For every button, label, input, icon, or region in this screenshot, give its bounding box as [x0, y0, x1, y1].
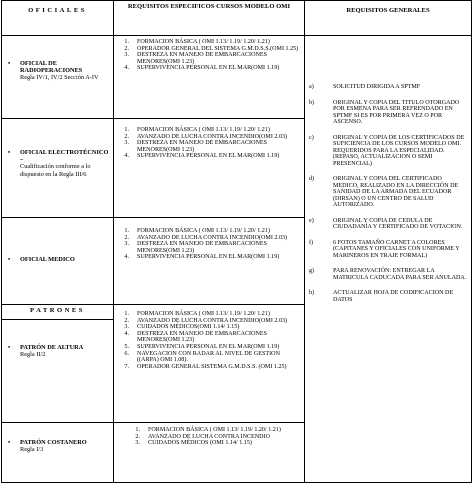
item-text: SUPERVIVENCIA PERSONAL EN EL MAR(OMI 1.19)	[137, 65, 280, 72]
position-cell	[2, 119, 114, 218]
item-number: 1.	[124, 39, 129, 45]
item-number: 2.	[124, 234, 129, 241]
item-number: 1.	[124, 311, 129, 317]
position-title: OFICIAL ELECTROTÉCNICO –	[20, 149, 109, 164]
item-text: FORMACION BÁSICA ( OMI 1.13/ 1.19/ 1.20/ 1.21)	[137, 228, 270, 234]
item-text: AVANZADO DE LUCHA CONTRA INCENDIO(OMI 2.03)	[137, 133, 288, 140]
item-number: 3.	[124, 241, 129, 248]
item-number: 4.	[124, 65, 129, 72]
specific-requirements-cell	[114, 119, 305, 218]
item-text: AVANZADO DE LUCHA CONTRA INCENDIO(OMI 2.03)	[137, 317, 288, 324]
general-item	[309, 218, 468, 231]
item-number: 4.	[124, 153, 129, 160]
item-text: SUPERVIVENCIA PERSONAL EN EL MAR(OMI 1.19)	[137, 343, 280, 350]
general-item	[309, 84, 468, 91]
item-letter: g)	[309, 268, 315, 274]
item-number: 3.	[124, 52, 129, 59]
item-text: FORMACION BÁSICA ( OMI 1.13/ 1.19/ 1.20/ 1.21)	[148, 427, 281, 433]
position-subtitle: Regla II/2	[20, 351, 46, 359]
bullet-icon: •	[8, 256, 11, 263]
requirements-table	[1, 0, 472, 483]
item-letter: e)	[309, 217, 314, 224]
list-item	[114, 324, 302, 331]
item-text: DESTREZA EN MANEJO DE EMBARCACIONES MENORES(OMI 1.23)	[137, 330, 268, 344]
list-item	[114, 39, 302, 46]
list-item	[114, 65, 302, 72]
specific-requirements-cell	[114, 423, 305, 483]
item-number: 3.	[124, 324, 129, 331]
general-item	[309, 176, 468, 209]
item-text: PARA RENOVACIÓN: ENTREGAR LA MATRICULA CADUCADA PARA SER ANULADA.	[333, 268, 467, 281]
general-item	[309, 240, 468, 260]
requirements-list	[114, 119, 304, 160]
item-number: 6.	[124, 350, 129, 357]
list-item	[114, 254, 302, 261]
item-text: 6 FOTOS TAMAÑO CARNET A COLORES (CAPITANES Y OFICIALES CON UNIFORME Y MARINEROS EN TRAJE FORMAL)	[333, 239, 460, 259]
item-letter: h)	[309, 290, 315, 296]
item-text: FORMACION BÁSICA ( OMI 1.13/ 1.19/ 1.20/ 1.21)	[137, 311, 270, 317]
item-letter: a)	[309, 84, 314, 90]
list-item	[114, 134, 302, 141]
item-text: ORIGINAL Y COPIA DE LOS CERTIFICADOS DE SUFICIENCIA DE LOS CURSOS MODELO OMI. REQUERIDOS PARA LA ESPECIALIDAD. (REPASO, ACTUALIZACION O SEMI PRESENCIAL)	[333, 134, 465, 167]
requirements-list	[114, 218, 304, 261]
position-cell	[2, 423, 114, 483]
item-text: FORMACION BÁSICA ( OMI 1.13/ 1.19/ 1.20/ 1.21)	[137, 127, 270, 133]
general-item	[309, 268, 468, 281]
general-item	[309, 135, 468, 168]
item-text: DESTREZA EN MANEJO DE EMBARCACIONES MENORES(OMI 1.23)	[137, 52, 268, 65]
item-text: ORIGINAL Y COPIA DEL CERTIFICADO MEDICO, REALIZADO EN LA DIRECCIÓN DE SANIDAD DE LA ARMADA DEL ECUADOR (DIRSAN) O UN CENTRO DE SALUD AUTORIZADO.	[333, 176, 459, 208]
item-text: SUPERVIVENCIA PERSONAL EN EL MAR(OMI 1.19)	[137, 254, 280, 261]
position-cell	[2, 36, 114, 119]
item-number: 2.	[124, 133, 129, 140]
list-item	[114, 127, 302, 134]
header-oficiales: OFICIALES	[2, 1, 114, 36]
specific-requirements-cell	[114, 305, 305, 423]
item-number: 1.	[124, 228, 129, 234]
header-general-requirements: REQUISITOS GENERALES	[305, 1, 472, 36]
list-item	[114, 153, 302, 160]
list-item	[114, 46, 302, 53]
item-number: 7.	[124, 363, 129, 370]
specific-requirements-cell	[114, 218, 305, 305]
specific-requirements-cell	[114, 36, 305, 119]
position-subtitle: Cualificación conforme a lo dispuesto en la Regla III/6	[20, 163, 91, 178]
item-number: 2.	[135, 433, 140, 440]
item-number: 2.	[124, 317, 129, 324]
bullet-icon: •	[8, 439, 11, 446]
list-item	[114, 228, 302, 235]
item-number: 4.	[124, 330, 129, 337]
list-item	[114, 364, 302, 371]
list-item	[114, 351, 302, 364]
item-letter: f)	[309, 239, 314, 246]
position-row	[2, 36, 472, 119]
item-text: ORIGINAL Y COPIA DE CEDULA DE CIUDADANÍA Y CERTIFICADO DE VOTACION.	[333, 217, 463, 230]
requirements-list	[114, 423, 304, 447]
general-item	[309, 100, 468, 126]
item-text: OPERADOR GENERAL DEL SISTEMA G.M.D.S.S.(OMI 1.25)	[137, 45, 299, 52]
list-item	[114, 331, 302, 344]
item-number: 1.	[135, 427, 140, 433]
item-text: CUIDADOS MÉDICOS(OMI 1.14/ 1.15)	[137, 324, 240, 331]
section-label-patrones: PATRONES	[2, 305, 114, 320]
position-cell	[2, 218, 114, 305]
position-title: PATRÓN COSTANERO	[20, 439, 87, 446]
list-item	[114, 344, 302, 351]
position-title: PATRÓN DE ALTURA	[20, 344, 84, 351]
item-text: AVANZADO DE LUCHA CONTRA INCENDIO	[148, 433, 270, 440]
item-number: 2.	[124, 45, 129, 52]
item-number: 1.	[124, 127, 129, 133]
list-item	[114, 427, 302, 434]
bullet-icon: •	[8, 149, 11, 156]
position-subtitle: Regla I/3	[20, 446, 44, 454]
position-subtitle: Regla IV/1, IV/2 Sección A-IV	[20, 74, 99, 82]
item-text: SOLICITUD DIRIGIDA A SPTMF	[333, 84, 421, 90]
item-number: 3.	[124, 140, 129, 147]
item-text: ORIGINAL Y COPIA DEL TITULO OTORGADO POR ESMENA PARA SER REFRENDADO EN SPTMF SI ES POR PRIMERA VEZ O POR ASCENSO.	[333, 99, 460, 125]
position-cell	[2, 320, 114, 423]
position-title: OFICIAL MEDICO	[20, 256, 75, 263]
list-item	[114, 311, 302, 318]
position-title: OFICIAL DE RADIOPERACIONES	[20, 60, 83, 75]
item-text: NAVEGACION CON RADAR AL NIVEL DE GESTION ((ARPA) OMI 1.08).	[137, 350, 280, 364]
list-item	[114, 235, 302, 242]
list-item	[114, 241, 302, 254]
item-letter: d)	[309, 176, 315, 182]
requirements-list	[114, 36, 304, 72]
list-item	[114, 440, 302, 447]
requirements-list	[114, 305, 304, 370]
list-item	[114, 140, 302, 153]
item-text: CUIDADOS MÉDICOS (OMI 1.14/ 1.15)	[148, 440, 252, 447]
header-row	[2, 1, 472, 36]
item-number: 5.	[124, 343, 129, 350]
bullet-icon: •	[8, 60, 11, 67]
item-text: ACTUALIZAR HOJA DE CODIFICACION DE DATOS	[333, 290, 454, 303]
item-text: FORMACION BÁSICA ( OMI 1.13/ 1.19/ 1.20/ 1.21)	[137, 39, 270, 45]
general-item	[309, 290, 468, 303]
item-text: AVANZADO DE LUCHA CONTRA INCENDIO(OMI 2.03)	[137, 234, 288, 241]
item-number: 4.	[124, 254, 129, 261]
item-text: DESTREZA EN MANEJO DE EMBARCACIONES MENORES(OMI 1.23)	[137, 140, 268, 153]
list-item	[114, 52, 302, 65]
item-text: SUPERVIVENCIA PERSONAL EN EL MAR(OMI 1.19)	[137, 153, 280, 160]
header-specific-requirements: REQUISITOS ESPECIFICOS CURSOS MODELO OMI	[114, 1, 305, 36]
bullet-icon: •	[8, 344, 11, 351]
item-letter: b)	[309, 99, 315, 106]
item-text: OPERADOR GENERAL SISTEMA G.M.D.S.S. (OMI 1.25)	[137, 363, 287, 370]
item-number: 3.	[135, 440, 140, 447]
item-text: DESTREZA EN MANEJO DE EMBARCACIONES MENORES(OMI 1.23)	[137, 241, 268, 254]
item-letter: c)	[309, 134, 314, 141]
general-requirements-cell	[305, 36, 472, 483]
